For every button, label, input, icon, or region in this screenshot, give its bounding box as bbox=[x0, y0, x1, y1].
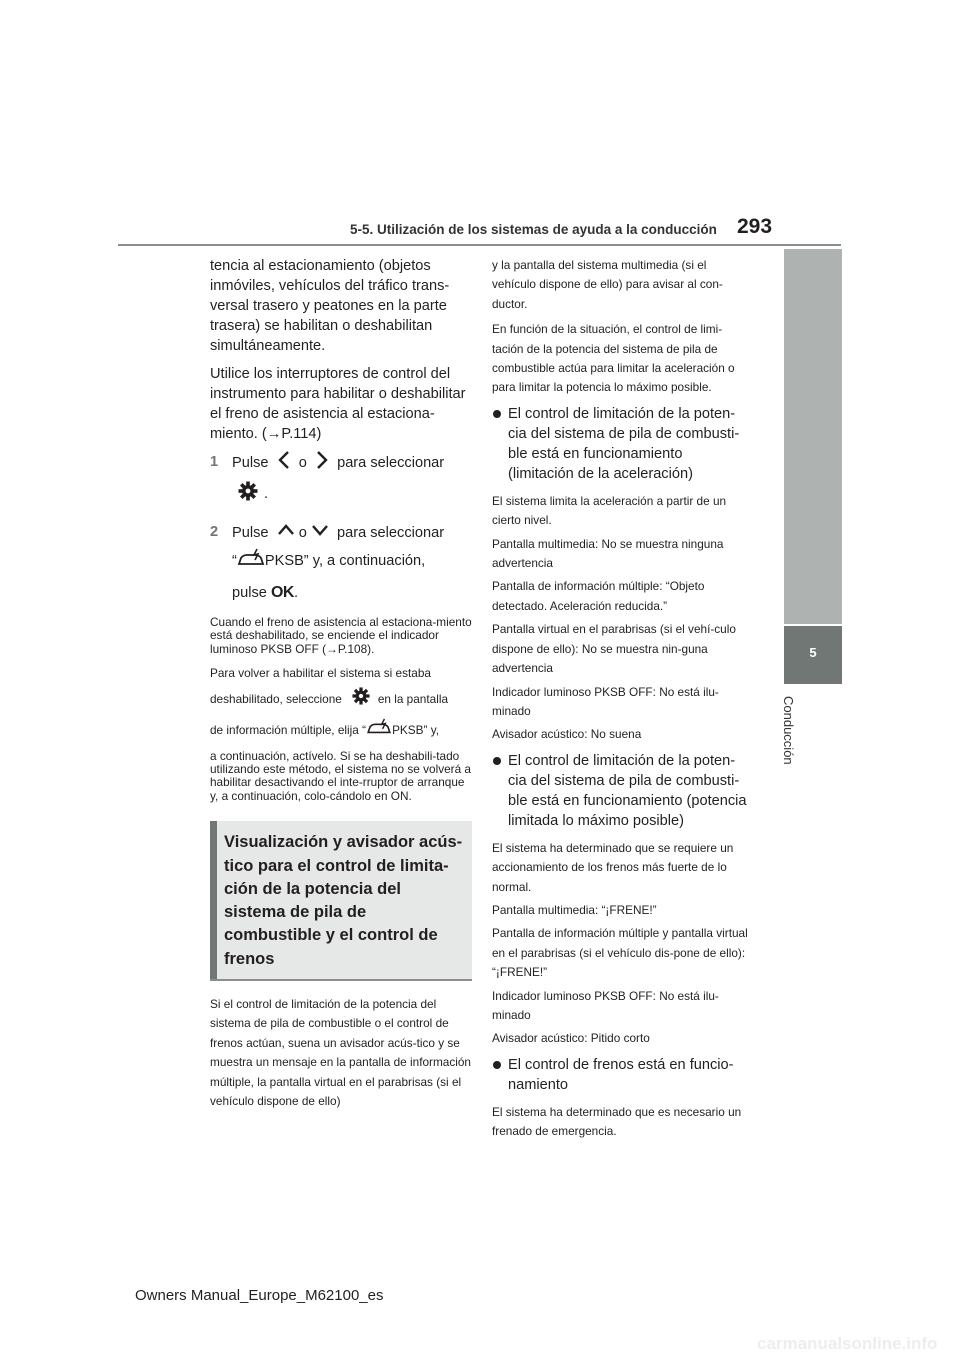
side-tab-strip bbox=[784, 249, 842, 624]
right-column bbox=[492, 256, 748, 1146]
bullet-dot bbox=[493, 1061, 501, 1069]
side-tab-chapter-number: 5 bbox=[809, 645, 817, 660]
body-line: El sistema ha determinado que se requiere un accionamiento de los frenos más fuerte de lo normal. bbox=[492, 840, 734, 894]
page-number: 293 bbox=[737, 215, 773, 238]
body-line: Pantalla de información múltiple: “Objeto detectado. Aceleración reducida.” bbox=[492, 579, 705, 613]
chevron-up-icon bbox=[277, 523, 295, 543]
footer-document-name: Owners Manual_Europe_M62100_es bbox=[135, 1287, 384, 1304]
bullet-body bbox=[492, 1103, 748, 1142]
section-heading-box bbox=[210, 821, 472, 981]
pksb-car-icon bbox=[366, 718, 392, 742]
bullet-dot bbox=[493, 410, 501, 418]
step-2: 2 Pulse o para seleccionar “ PKSB” y, a continuación, pulse OK . bbox=[210, 524, 445, 601]
paragraph: y la pantalla del sistema multimedia (si el vehículo dispone de ello) para avisar al con-ductor. bbox=[492, 258, 723, 311]
bullet-body bbox=[492, 492, 748, 745]
bullet-heading: El control de limitación de la poten-cia del sistema de pila de combusti-ble está en funcionamiento (potencia limitada lo máximo posible) bbox=[492, 751, 748, 831]
note: Para volver a habilitar el sistema si estaba bbox=[210, 666, 431, 681]
body-line: El sistema ha determinado que es necesario un frenado de emergencia. bbox=[492, 1104, 742, 1139]
body-line: Pantalla multimedia: No se muestra ninguna advertencia bbox=[492, 536, 724, 571]
pksb-car-icon bbox=[237, 548, 265, 574]
side-tab-chapter-label: Conducción bbox=[781, 696, 796, 765]
note: Cuando el freno de asistencia al estaciona-miento está deshabilitado, se enciende el indicador luminoso PKSB OFF (→P.108). bbox=[210, 615, 472, 656]
bullet-heading: El control de limitación de la poten-cia del sistema de pila de combusti-ble está en funcionamiento (limitación de la aceleración) bbox=[492, 404, 748, 484]
note-line: deshabilitado, seleccione en la pantalla bbox=[210, 684, 472, 716]
body-line: Avisador acústico: No suena bbox=[492, 727, 642, 742]
chevron-right-icon bbox=[315, 450, 329, 476]
section-header-title: 5-5. Utilización de los sistemas de ayuda a la conducción bbox=[350, 222, 717, 237]
bullet-dot bbox=[493, 757, 501, 765]
paragraph: Si el control de limitación de la potencia del sistema de pila de combustible o el control de frenos actúan, suena un avisador acús-tico y se muestra un mensaje en la pantalla de información múltiple, la pantalla virtual en el parabrisas (si el vehículo dispone de ello) bbox=[210, 997, 471, 1109]
paragraph: En función de la situación, el control de limi-tación de la potencia del sistema de pila de combustible actúa para limitar la aceleración o para limitar la potencia lo máximo posible. bbox=[492, 322, 735, 395]
step-number: 2 bbox=[210, 524, 219, 540]
paragraph: Utilice los interruptores de control del instrumento para habilitar o deshabilitar el freno de asistencia al estaciona-miento. (→P.114) bbox=[210, 366, 466, 442]
step-1: 1 Pulse o para seleccionar . bbox=[210, 452, 472, 514]
section-heading: Visualización y avisador acús-tico para el control de limita-ción de la potencia del sistema de pila de combustible y el control de frenos bbox=[224, 833, 463, 968]
body-line: Pantalla de información múltiple y pantalla virtual en el parabrisas (si el vehículo dis-pone de ello): “¡FRENE!” bbox=[492, 926, 748, 980]
paragraph: tencia al estacionamiento (objetos inmóviles, vehículos del tráfico trans-versal trasero y peatones en la parte trasera) se habilitan o deshabilitan simultáneamente. bbox=[210, 258, 450, 354]
bullet-heading: El control de frenos está en funcio-namiento bbox=[492, 1055, 748, 1095]
body-line: Indicador luminoso PKSB OFF: No está ilu-minado bbox=[492, 988, 719, 1022]
footer-watermark: carmanualsonline.info bbox=[757, 1334, 938, 1353]
body-line: El sistema limita la aceleración a partir de un cierto nivel. bbox=[492, 493, 727, 528]
chevron-left-icon bbox=[277, 450, 291, 476]
header-divider bbox=[118, 244, 841, 246]
body-line: Pantalla virtual en el parabrisas (si el vehí-culo dispone de ello): No se muestra nin-guna advertencia bbox=[492, 622, 736, 676]
section-heading-bar bbox=[210, 821, 217, 979]
body-line: Avisador acústico: Pitido corto bbox=[492, 1031, 650, 1046]
ok-icon: OK bbox=[270, 584, 294, 601]
bullet-body bbox=[492, 839, 748, 1049]
note: a continuación, actívelo. Si se ha deshabili-tado utilizando este método, el sistema no se volverá a habilitar desactivando el inte-rruptor de arranque y, a continuación, colo-cándolo en ON. bbox=[210, 748, 471, 803]
left-column bbox=[210, 256, 472, 1117]
note-line: de información múltiple, elija “ PKSB” y, bbox=[210, 716, 472, 746]
gear-icon bbox=[238, 481, 258, 507]
body-line: Pantalla multimedia: “¡FRENE!” bbox=[492, 902, 657, 917]
step-number: 1 bbox=[210, 454, 219, 470]
chevron-down-icon bbox=[311, 523, 329, 543]
gear-icon bbox=[352, 687, 370, 711]
body-line: Indicador luminoso PKSB OFF: No está ilu-minado bbox=[492, 684, 719, 718]
